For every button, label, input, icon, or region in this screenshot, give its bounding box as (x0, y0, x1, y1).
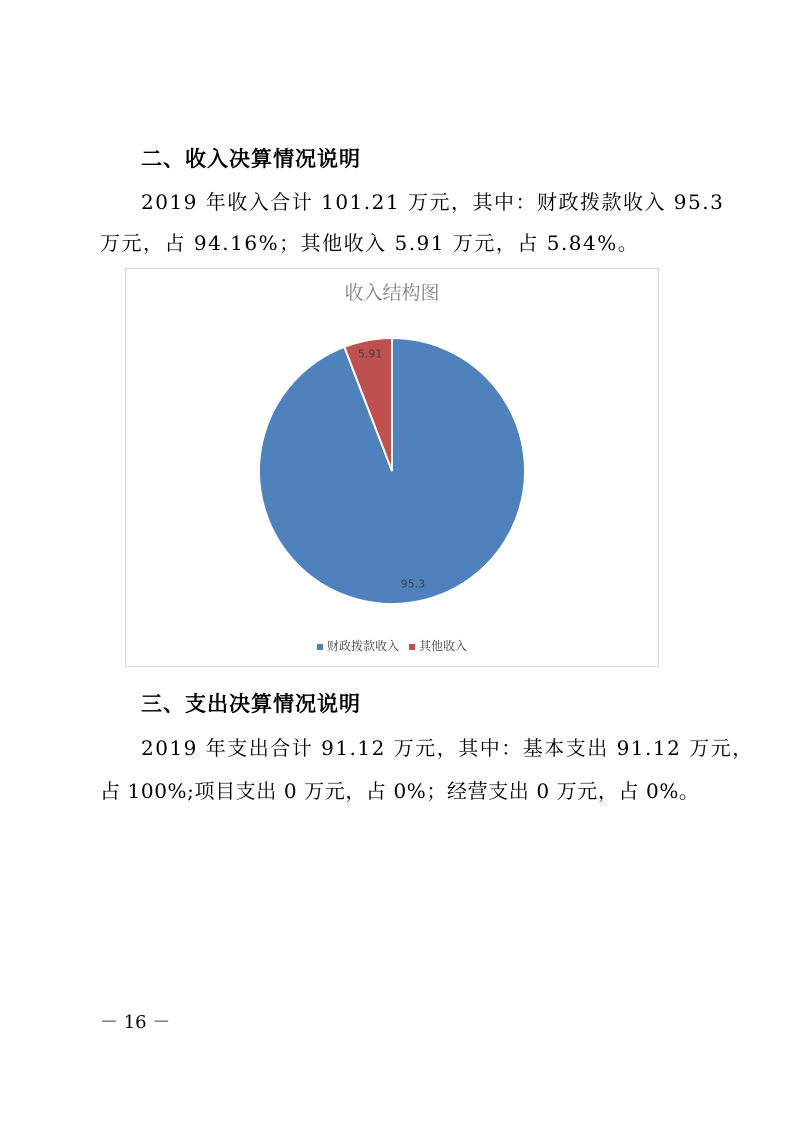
section-3-heading: 三、支出决算情况说明 (141, 692, 361, 716)
chart-legend (317, 638, 467, 653)
income-pie-chart (125, 268, 659, 667)
section-3-line-2: 占 100%;项目支出 0 万元，占 0%；经营支出 0 万元，占 0%。 (100, 779, 700, 803)
chart-title: 收入结构图 (344, 282, 440, 304)
section-2-line-1: 2019 年收入合计 101.21 万元，其中：财政拨款收入 95.3 (141, 190, 725, 214)
pie-data-label-2: 5.91 (357, 347, 383, 361)
page-number: － 16 － (100, 1012, 171, 1033)
pie-chart-svg (126, 269, 658, 666)
legend-label-1: 财政拨款收入 (326, 639, 399, 653)
pie-data-label-1: 95.3 (400, 577, 426, 591)
section-2-heading: 二、收入决算情况说明 (141, 147, 361, 171)
section-3-line-1: 2019 年支出合计 91.12 万元，其中：基本支出 91.12 万元， (141, 736, 754, 760)
legend-swatch-2 (409, 644, 415, 650)
legend-swatch-1 (317, 644, 323, 650)
section-2-line-2: 万元，占 94.16%；其他收入 5.91 万元，占 5.84%。 (100, 231, 640, 255)
pie-slices (259, 338, 525, 604)
legend-label-2: 其他收入 (419, 639, 468, 653)
